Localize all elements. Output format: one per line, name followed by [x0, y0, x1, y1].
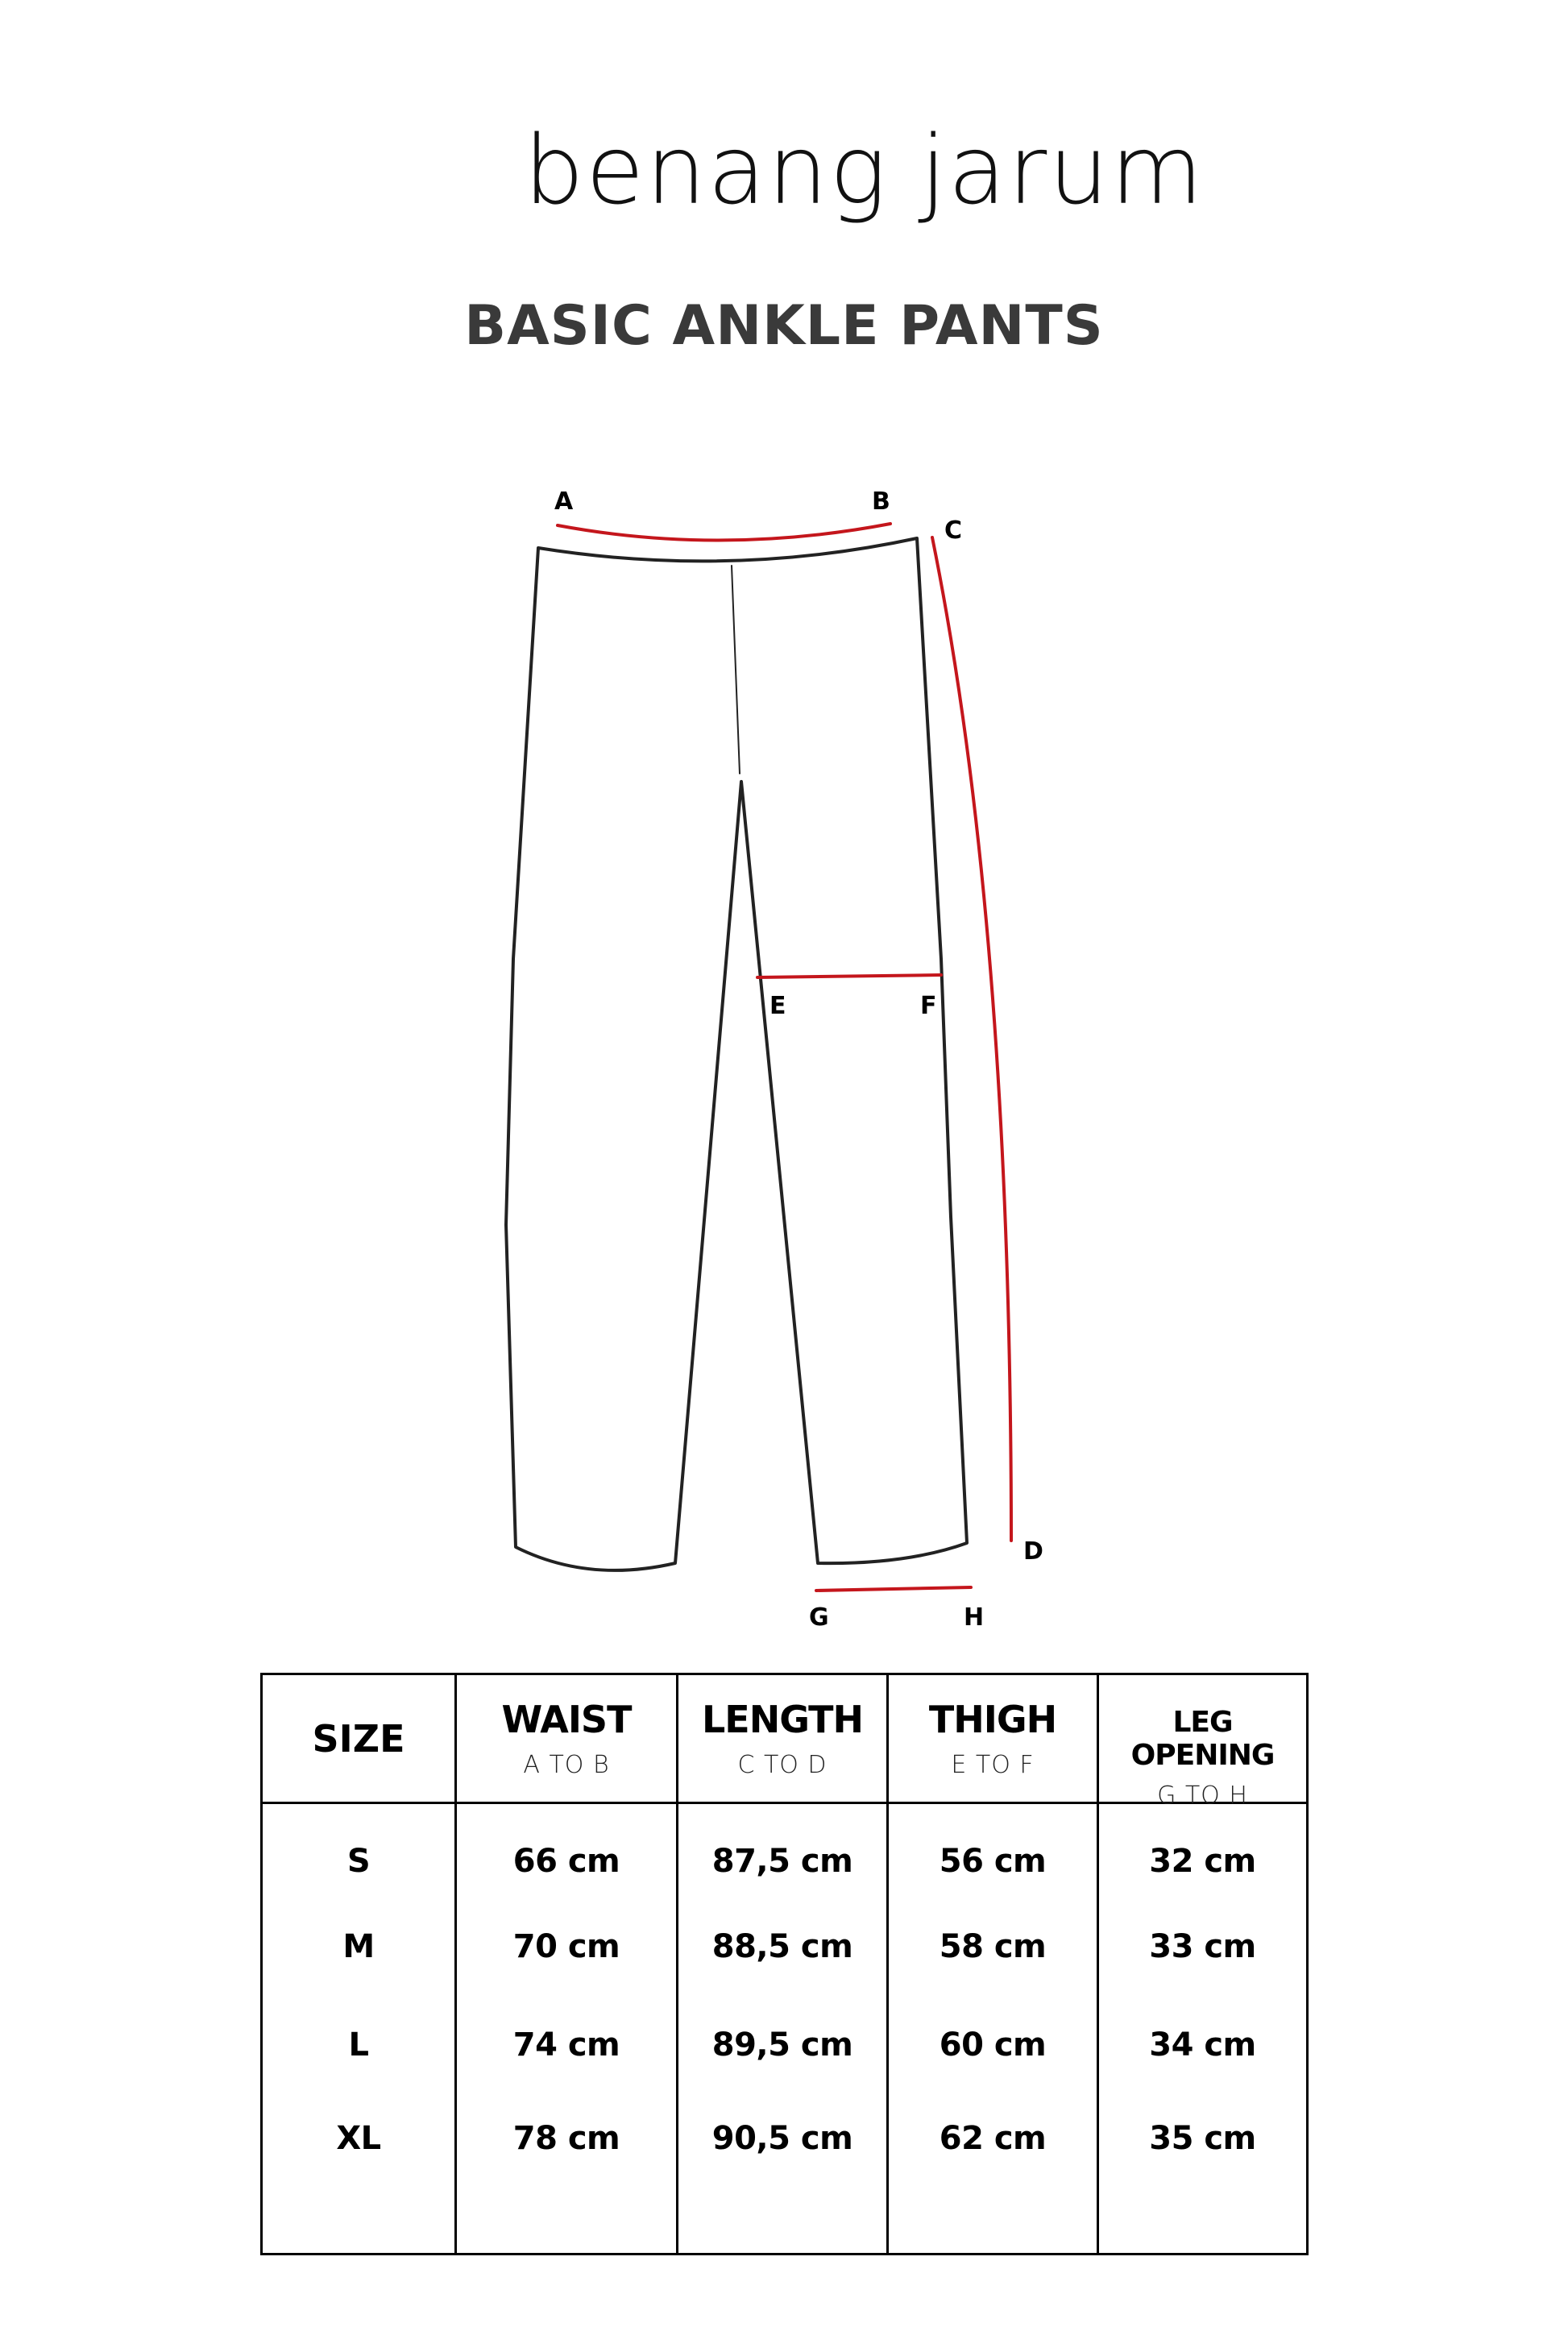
point-label-c: C: [944, 516, 963, 545]
leg-opening-measure-line: [816, 1587, 971, 1591]
length-header-title: LENGTH: [701, 1698, 864, 1741]
leg-opening-header-sub: G TO H: [1157, 1782, 1248, 1810]
point-label-f: F: [920, 992, 937, 1020]
thigh-cell: 56 cm: [939, 1843, 1047, 1880]
brand-logo-text: benang jarum: [524, 114, 1205, 226]
leg-opening-header: [1099, 1675, 1306, 1810]
leg-opening-cell: 33 cm: [1149, 1928, 1256, 1965]
waist-column: [457, 1675, 678, 2253]
length-header: [678, 1675, 886, 1804]
length-column: [678, 1675, 889, 2253]
length-cell: 88,5 cm: [711, 1928, 853, 1965]
point-label-g: G: [809, 1603, 829, 1632]
size-header-label: SIZE: [312, 1717, 405, 1761]
leg-opening-cell: 34 cm: [1149, 2026, 1256, 2064]
waist-cell: 70 cm: [512, 1928, 620, 1965]
point-label-d: D: [1023, 1537, 1043, 1566]
thigh-measure-line: [757, 975, 941, 977]
thigh-cell: 60 cm: [939, 2026, 1047, 2064]
length-header-sub: C TO D: [737, 1751, 828, 1779]
point-label-e: E: [769, 992, 786, 1020]
thigh-header: [889, 1675, 1097, 1804]
point-label-b: B: [872, 487, 890, 516]
leg-opening-column: [1099, 1675, 1306, 2253]
page-title: BASIC ANKLE PANTS: [464, 294, 1104, 358]
size-header: [263, 1675, 454, 1804]
length-cell: 87,5 cm: [711, 1843, 853, 1880]
thigh-cell: 58 cm: [939, 1928, 1047, 1965]
point-label-a: A: [554, 487, 574, 516]
size-cell: XL: [336, 2120, 381, 2157]
size-cell: S: [346, 1843, 371, 1880]
waist-header: [457, 1675, 676, 1804]
size-cell: M: [342, 1928, 375, 1965]
waist-measure-line: [558, 524, 890, 541]
leg-opening-cell: 35 cm: [1149, 2120, 1256, 2157]
waist-cell: 66 cm: [512, 1843, 620, 1880]
size-chart-table: [260, 1673, 1309, 2255]
length-cell: 89,5 cm: [711, 2026, 853, 2064]
length-cell: 90,5 cm: [711, 2120, 853, 2157]
size-cell: L: [348, 2026, 369, 2064]
waist-header-sub: A TO B: [523, 1751, 610, 1779]
leg-opening-header-title: LEG OPENING: [1130, 1706, 1275, 1772]
thigh-column: [889, 1675, 1099, 2253]
waist-cell: 78 cm: [512, 2120, 620, 2157]
thigh-header-title: THIGH: [928, 1698, 1057, 1741]
waist-header-title: WAIST: [501, 1698, 632, 1741]
thigh-header-sub: E TO F: [951, 1751, 1035, 1779]
leg-opening-cell: 32 cm: [1149, 1843, 1256, 1880]
point-label-h: H: [964, 1603, 985, 1632]
thigh-cell: 62 cm: [939, 2120, 1047, 2157]
waist-cell: 74 cm: [512, 2026, 620, 2064]
size-column: [263, 1675, 457, 2253]
fly-seam: [732, 566, 740, 774]
